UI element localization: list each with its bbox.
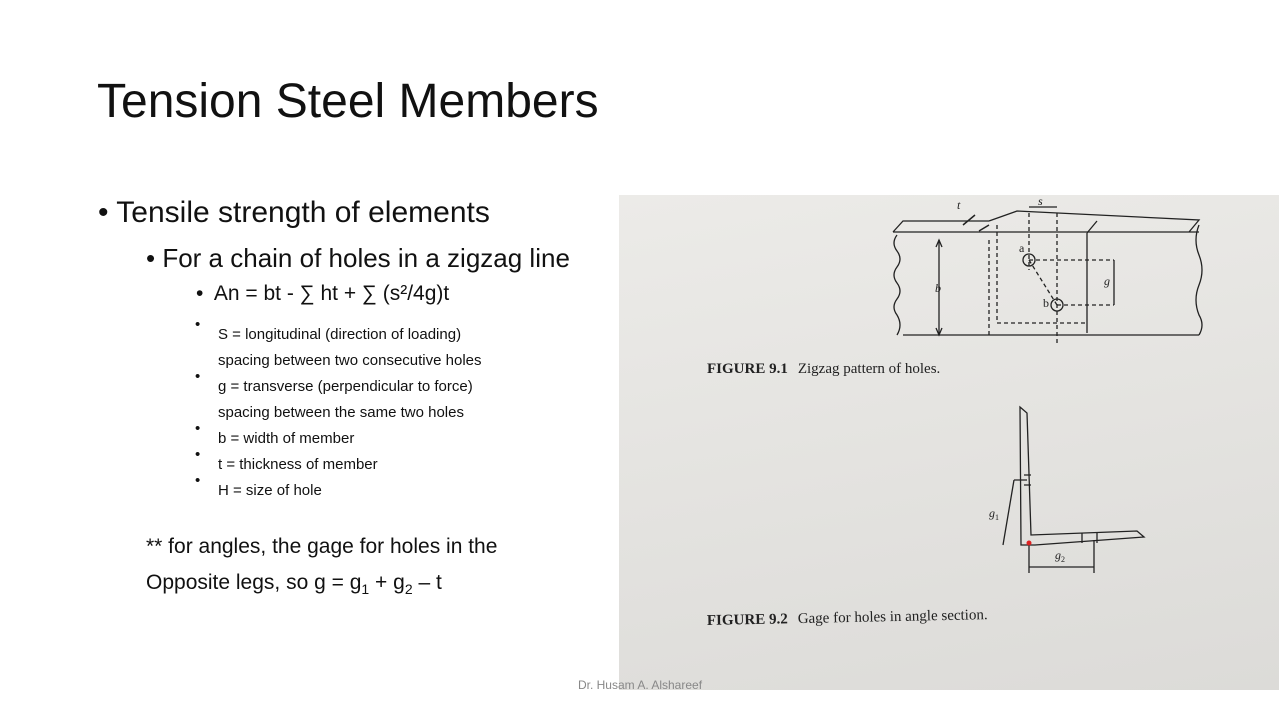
subscript: 2	[404, 581, 413, 598]
figure-9-2-caption	[707, 607, 988, 629]
figure-label: FIGURE 9.1	[707, 361, 788, 377]
figure-9-1-caption	[707, 361, 940, 377]
definition-s-cont: spacing between two consecutive holes	[218, 352, 482, 369]
zigzag-plate-diagram	[893, 195, 1202, 343]
bullet-text: Tensile strength of elements	[116, 196, 490, 229]
label-t: t	[957, 198, 961, 212]
angle-section-diagram	[989, 407, 1144, 573]
label-hole-b: b	[1043, 296, 1049, 310]
textbook-photo	[619, 195, 1279, 690]
note-text: Opposite legs, so g = g	[146, 571, 362, 594]
definition-g: g = transverse (perpendicular to force)	[218, 378, 473, 395]
slide-footer: Dr. Husam A. Alshareef	[577, 678, 703, 692]
formula-net-area: • An = bt - ∑ ht + ∑ (s²/4g)t	[196, 282, 450, 305]
bullet-dot: •	[195, 472, 201, 489]
formula-text: An = bt - ∑ ht + ∑ (s²/4g)t	[213, 282, 450, 305]
bullet-dot: •	[195, 446, 201, 463]
bullet-zigzag: • For a chain of holes in a zigzag line	[146, 243, 570, 273]
figure-label: FIGURE 9.2	[706, 611, 788, 629]
label-a: a	[1019, 241, 1025, 255]
bullet-tensile-strength: • Tensile strength of elements	[98, 196, 490, 229]
slide-title: Tension Steel Members	[97, 75, 599, 128]
label-g: g	[1104, 274, 1110, 288]
bullet-text: For a chain of holes in a zigzag line	[162, 243, 570, 273]
note-text: – t	[412, 571, 442, 594]
definition-t: t = thickness of member	[218, 456, 378, 473]
note-text: + g	[369, 571, 405, 594]
definition-h: H = size of hole	[218, 482, 322, 499]
figure-caption: Gage for holes in angle section.	[797, 607, 988, 628]
bullet-dot: •	[195, 368, 201, 385]
subscript: 1	[361, 581, 370, 598]
figure-caption: Zigzag pattern of holes.	[797, 361, 941, 377]
label-g2: $g_2$	[1055, 548, 1065, 564]
label-s: s	[1038, 195, 1043, 208]
definition-b: b = width of member	[218, 430, 355, 447]
bullet-dot: •	[195, 316, 201, 333]
label-b: b	[935, 281, 941, 295]
label-g1: $g_1$	[989, 506, 999, 522]
note-angles-line2	[146, 571, 442, 597]
note-angles-line1: ** for angles, the gage for holes in the	[146, 535, 498, 558]
figure-drawings	[619, 195, 1279, 690]
definition-s: S = longitudinal (direction of loading)	[218, 326, 462, 343]
bullet-dot: •	[195, 420, 201, 437]
definition-g-cont: spacing between the same two holes	[218, 404, 464, 421]
